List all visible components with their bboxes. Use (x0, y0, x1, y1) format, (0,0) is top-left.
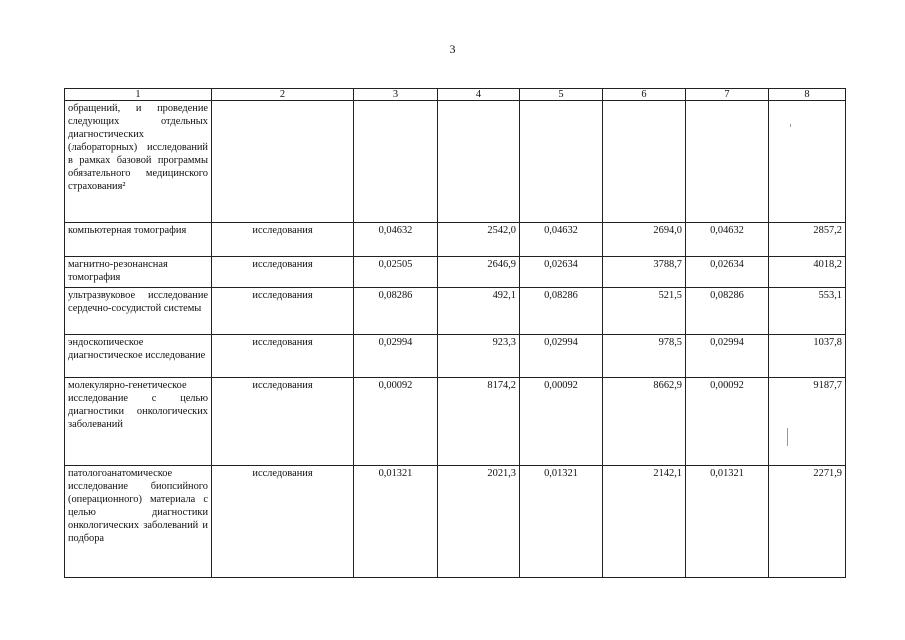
row-value: 0,00092 (354, 378, 438, 466)
row-value: 521,5 (603, 288, 686, 335)
column-number: 2 (212, 89, 354, 101)
row-value: 2694,0 (603, 223, 686, 257)
row-value: 0,04632 (520, 223, 603, 257)
row-value: 0,04632 (686, 223, 769, 257)
row-value: 2542,0 (438, 223, 520, 257)
row-value: 9187,7 (769, 378, 846, 466)
row-value: 923,3 (438, 335, 520, 378)
row-value: 0,02634 (686, 257, 769, 288)
row-description: молекулярно-генетическое исследование с целью диагностики онкологических заболеваний (65, 378, 212, 466)
row-value: 2271,9 (769, 466, 846, 578)
row-value: 0,01321 (520, 466, 603, 578)
row-value: 0,01321 (686, 466, 769, 578)
row-unit: исследования (212, 288, 354, 335)
row-value: 0,02505 (354, 257, 438, 288)
row-value: 8174,2 (438, 378, 520, 466)
row-unit: исследования (212, 378, 354, 466)
row-value: 2646,9 (438, 257, 520, 288)
row-value: 492,1 (438, 288, 520, 335)
column-number: 5 (520, 89, 603, 101)
row-description: ультразвуковое исследование сердечно-сосудистой системы (65, 288, 212, 335)
norms-table (64, 88, 846, 578)
row-value: 1037,8 (769, 335, 846, 378)
table-row (65, 101, 846, 223)
row-value: 0,04632 (354, 223, 438, 257)
table-row (65, 257, 846, 288)
row-value: 3788,7 (603, 257, 686, 288)
row-value: 0,08286 (520, 288, 603, 335)
row-value: 0,08286 (354, 288, 438, 335)
row-description: компьютерная томография (65, 223, 212, 257)
row-unit: исследования (212, 257, 354, 288)
row-unit: исследования (212, 466, 354, 578)
column-number: 7 (686, 89, 769, 101)
row-value: 8662,9 (603, 378, 686, 466)
row-unit: исследования (212, 223, 354, 257)
column-number-row (65, 89, 846, 101)
row-value (686, 101, 769, 223)
row-value: 0,02994 (686, 335, 769, 378)
row-value (354, 101, 438, 223)
row-description: обращений, и проведение следующих отдельных диагностических (лабораторных) исследований в рамках базовой программы обязательного медицинского страхования² (65, 101, 212, 223)
row-description: эндоскопическое диагностическое исследование (65, 335, 212, 378)
column-number: 8 (769, 89, 846, 101)
row-value: 0,01321 (354, 466, 438, 578)
scan-artifact (790, 124, 791, 127)
row-unit: исследования (212, 335, 354, 378)
row-value: 0,02994 (354, 335, 438, 378)
table-row (65, 288, 846, 335)
row-value: 0,02994 (520, 335, 603, 378)
page-number: 3 (449, 42, 456, 56)
row-value (769, 101, 846, 223)
column-number: 6 (603, 89, 686, 101)
table-row (65, 223, 846, 257)
row-value: 4018,2 (769, 257, 846, 288)
row-unit (212, 101, 354, 223)
row-value: 2857,2 (769, 223, 846, 257)
column-number: 4 (438, 89, 520, 101)
row-value: 0,00092 (520, 378, 603, 466)
row-value: 2142,1 (603, 466, 686, 578)
table-row (65, 466, 846, 578)
row-description: магнитно-резонансная томография (65, 257, 212, 288)
row-value (438, 101, 520, 223)
column-number: 1 (65, 89, 212, 101)
column-number: 3 (354, 89, 438, 101)
row-value (520, 101, 603, 223)
table-row (65, 378, 846, 466)
row-value: 553,1 (769, 288, 846, 335)
row-value: 978,5 (603, 335, 686, 378)
row-value: 0,08286 (686, 288, 769, 335)
row-description: патологоанатомическое исследование биопсийного (операционного) материала с целью диагностики онкологических заболеваний и подбора (65, 466, 212, 578)
table-row (65, 335, 846, 378)
scan-artifact (787, 428, 788, 446)
row-value: 2021,3 (438, 466, 520, 578)
row-value: 0,00092 (686, 378, 769, 466)
row-value (603, 101, 686, 223)
row-value: 0,02634 (520, 257, 603, 288)
